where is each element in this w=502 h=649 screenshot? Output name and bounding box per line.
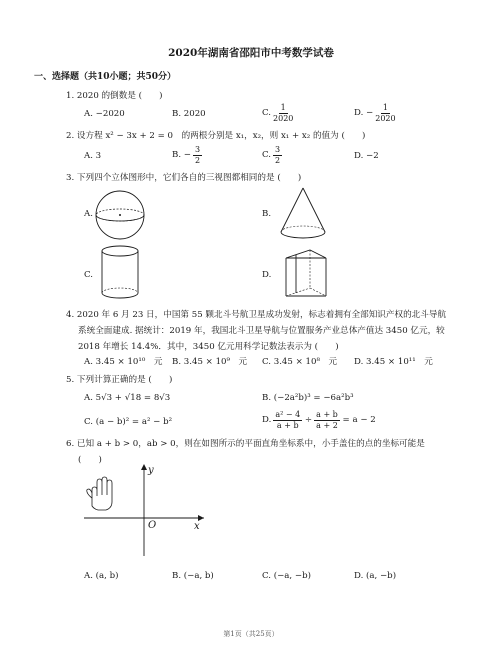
- fraction-numerator: 1: [280, 103, 286, 112]
- question-3-stem: 3. 下列四个立体图形中，它们各自的三视图都相同的是 ( ): [66, 173, 302, 183]
- page-title: 2020年湖南省邵阳市中考数学试卷: [168, 47, 334, 59]
- q1-option-c-fraction: [273, 104, 293, 123]
- question-6-line-1: 6. 已知 a + b > 0，ab > 0，则在如图所示的平面直角坐标系中，小手盖住的点的坐标可能是: [66, 439, 425, 449]
- fraction-numerator: 1: [382, 103, 388, 112]
- origin-label: O: [148, 520, 157, 531]
- hand-icon: [87, 477, 112, 510]
- y-axis-label: y: [148, 465, 154, 476]
- q1-option-d-label: D. −: [354, 108, 374, 119]
- question-4-line-3: 2018 年增长 14.4%．其中，3450 亿元用科学记数法表示为 ( ): [78, 342, 339, 352]
- q2-option-a: A. 3: [84, 151, 102, 161]
- q4-option-a: A. 3.45 × 10¹⁰ 元: [84, 357, 163, 367]
- question-1-stem: 1. 2020 的倒数是 ( ): [66, 91, 163, 101]
- q5-option-b: B. (−2a²b)³ = −6a²b³: [262, 393, 354, 403]
- q5-option-a: A. 5√3 + √18 = 8√3: [84, 393, 171, 403]
- question-6-line-2: ( ): [78, 455, 102, 465]
- coordinate-plane-figure: [80, 462, 210, 560]
- fraction-numerator: 3: [275, 145, 281, 154]
- fraction-denominator: 2: [194, 156, 201, 165]
- q5-option-d: [262, 411, 376, 430]
- fraction-denominator: 2: [275, 156, 281, 165]
- q2-option-c: [262, 146, 282, 165]
- cone-figure: [278, 186, 328, 242]
- page-footer: 第1页（共25页）: [223, 630, 279, 638]
- q4-option-c: C. 3.45 × 10⁸ 元: [262, 357, 338, 367]
- fraction-denominator: 2020: [273, 114, 294, 123]
- fraction-denominator: 2020: [375, 114, 396, 123]
- sphere-figure: [90, 187, 150, 243]
- fraction-denominator: a + b: [276, 421, 299, 430]
- q1-option-d: [354, 104, 396, 123]
- q2-option-c-label: C.: [262, 150, 272, 161]
- q5-option-d-result: = a − 2: [342, 415, 376, 426]
- q2-option-b-fraction: [193, 146, 202, 165]
- q2-option-c-fraction: [273, 146, 282, 165]
- q3-option-a: A.: [84, 209, 93, 219]
- q1-option-a: A. −2020: [84, 109, 125, 119]
- question-4-line-2: 系统全面建成. 据统计：2019 年，我国北斗卫星导航与位置服务产业总体产值达 3450 亿元，较: [78, 326, 445, 336]
- question-2-stem: 2. 设方程 x² − 3x + 2 = 0 的两根分别是 x₁，x₂，则 x₁ + x₂ 的值为 ( ): [66, 131, 366, 141]
- q6-option-d: D. (a, −b): [354, 571, 397, 581]
- fraction-numerator: a² − 4: [275, 410, 301, 419]
- q3-option-c: C.: [84, 270, 94, 280]
- question-5-stem: 5. 下列计算正确的是 ( ): [66, 375, 173, 385]
- q3-option-b: B.: [262, 209, 272, 219]
- q5-option-d-fraction-1: [273, 411, 302, 430]
- q1-option-b: B. 2020: [172, 109, 206, 119]
- x-axis-label: x: [194, 521, 200, 532]
- cylinder-figure: [98, 244, 142, 302]
- q2-option-d: D. −2: [354, 151, 379, 161]
- q4-option-d: D. 3.45 × 10¹¹ 元: [354, 357, 433, 367]
- question-4-line-1: 4. 2020 年 6 月 23 日，中国第 55 颗北斗号航卫星成功发射，标志着拥有全部知识产权的北斗导航: [66, 310, 447, 320]
- section-heading: 一、选择题（共10小题；共50分）: [34, 72, 177, 82]
- q5-option-d-fraction-2: [314, 411, 340, 430]
- q3-option-d: D.: [262, 270, 272, 280]
- q1-option-c-label: C.: [262, 108, 272, 119]
- division-sign: ÷: [304, 415, 313, 426]
- q1-option-c: [262, 104, 293, 123]
- q1-option-d-fraction: [375, 104, 395, 123]
- q5-option-d-label: D.: [262, 415, 272, 426]
- q2-option-b-label: B. −: [172, 150, 191, 161]
- q4-option-b: B. 3.45 × 10⁹ 元: [172, 357, 248, 367]
- triangular-prism-figure: [280, 246, 332, 302]
- q5-option-c: C. (a − b)² = a² − b²: [84, 417, 173, 427]
- fraction-denominator: a + 2: [316, 421, 338, 430]
- fraction-numerator: a + b: [316, 410, 338, 419]
- q6-option-c: C. (−a, −b): [262, 571, 311, 581]
- fraction-numerator: 3: [194, 145, 201, 154]
- q6-option-a: A. (a, b): [84, 571, 119, 581]
- q6-option-b: B. (−a, b): [172, 571, 214, 581]
- q2-option-b: [172, 146, 202, 165]
